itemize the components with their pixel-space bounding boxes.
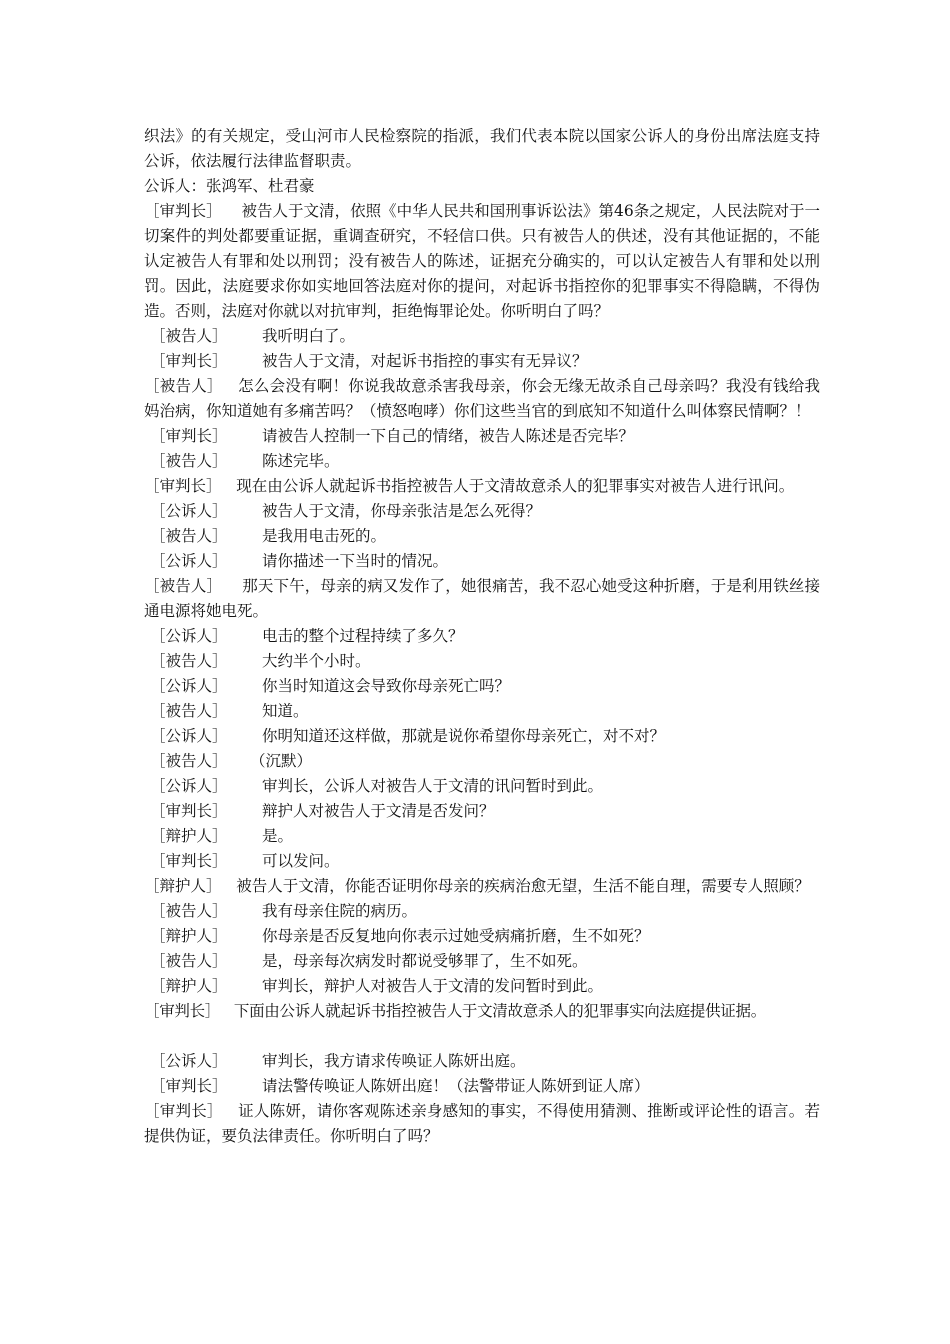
utterance: 是。 [262,827,294,845]
speaker-label: ［审判长］ [150,427,228,445]
utterance: 大约半个小时。 [262,652,371,670]
dialogue-turn [144,374,820,424]
utterance: 下面由公诉人就起诉书指控被告人于文清故意杀人的犯罪事实向法庭提供证据。 [233,1002,766,1020]
utterance: 被告人于文清，你母亲张洁是怎么死得？ [262,502,542,520]
speaker-label: ［公诉人］ [150,627,228,645]
dialogue-turn [144,649,820,674]
dialogue-turn [144,899,820,924]
dialogue-turn [144,724,820,749]
utterance: 请法警传唤证人陈妍出庭！（法警带证人陈妍到证人席） [262,1077,650,1095]
speaker-label: ［辩护人］ [144,877,222,895]
dialogue-turn [144,349,820,374]
utterance: 证人陈妍，请你客观陈述亲身感知的事实，不得使用猜测、推断或评论性的语言。若提供伪证，要负法律责任。你听明白了吗？ [144,1102,820,1145]
utterance: 请你描述一下当时的情况。 [262,552,449,570]
dialogue-turn [144,999,820,1024]
speaker-label: ［被告人］ [144,577,223,595]
speaker-label: ［被告人］ [150,702,228,720]
utterance: 电击的整个过程持续了多久？ [262,627,464,645]
speaker-label: ［被告人］ [144,377,223,395]
utterance: 被告人于文清，你能否证明你母亲的疾病治愈无望，生活不能自理，需要专人照顾？ [236,877,810,895]
dialogue-turn [144,324,820,349]
speaker-label: ［公诉人］ [150,1052,228,1070]
speaker-label: ［公诉人］ [150,502,228,520]
speaker-label: ［审判长］ [150,352,228,370]
utterance: 你明知道还这样做，那就是说你希望你母亲死亡，对不对？ [262,727,666,745]
utterance: 现在由公诉人就起诉书指控被告人于文清故意杀人的犯罪事实对被告人进行讯问。 [236,477,795,495]
speaker-label: ［被告人］ [150,952,228,970]
utterance: 请被告人控制一下自己的情绪，被告人陈述是否完毕？ [262,427,635,445]
dialogue-turn [144,874,820,899]
utterance: 我有母亲住院的病历。 [262,902,418,920]
speaker-label: ［公诉人］ [150,677,228,695]
utterance: 我听明白了。 [262,327,356,345]
utterance: 被告人于文清，依照《中华人民共和国刑事诉讼法》第46条之规定，人民法院对于一切案件的判处都要重证据，重调查研究，不轻信口供。只有被告人的供述，没有其他证据的，不能认定被告人有罪和处以刑罚；没有被告人的陈述，证据充分确实的，可以认定被告人有罪和处以刑罚。因此，法庭要求你如实地回答法庭对你的提问，对起诉书指控你的犯罪事实不得隐瞒，不得伪造。否则，法庭对你就以对抗审判，拒绝悔罪论处。你听明白了吗？ [144,202,820,320]
speaker-label: ［辩护人］ [150,977,228,995]
speaker-label: ［被告人］ [150,527,228,545]
dialogue-turn [144,524,820,549]
speaker-label: ［公诉人］ [150,727,228,745]
dialogue-turn [144,974,820,999]
intro-paragraph: 织法》的有关规定，受山河市人民检察院的指派，我们代表本院以国家公诉人的身份出席法庭支持公诉，依法履行法律监督职责。 [144,127,820,170]
utterance: 审判长，公诉人对被告人于文清的讯问暂时到此。 [262,777,604,795]
utterance: 怎么会没有啊！你说我故意杀害我母亲，你会无缘无故杀自己母亲吗？我没有钱给我妈治病，你知道她有多痛苦吗？（愤怒咆哮）你们这些当官的到底知不知道什么叫体察民情啊？！ [144,377,820,420]
speaker-label: ［审判长］ [144,1102,223,1120]
speaker-label: ［辩护人］ [150,827,228,845]
dialogue-turn [144,1049,820,1074]
utterance: 可以发问。 [262,852,340,870]
dialogue-turn [144,574,820,624]
speaker-label: ［审判长］ [150,1077,228,1095]
utterance: （沉默） [250,752,313,770]
dialogue-turn [144,849,820,874]
utterance: 是，母亲每次病发时都说受够罪了，生不如死。 [262,952,588,970]
speaker-label: ［被告人］ [150,452,228,470]
blank-line [144,1024,820,1049]
dialogue-turn [144,749,820,774]
dialogue-turn [144,1099,820,1149]
speaker-label: ［被告人］ [150,902,228,920]
utterance: 你母亲是否反复地向你表示过她受病痛折磨，生不如死？ [262,927,650,945]
dialogue-turn [144,199,820,324]
speaker-label: ［被告人］ [150,752,228,770]
dialogue-turn [144,824,820,849]
speaker-label: ［审判长］ [150,852,228,870]
document-body [144,124,820,1149]
utterance: 那天下午，母亲的病又发作了，她很痛苦，我不忍心她受这种折磨，于是利用铁丝接通电源将她电死。 [144,577,820,620]
utterance: 辩护人对被告人于文清是否发问？ [262,802,495,820]
utterance: 审判长，辩护人对被告人于文清的发问暂时到此。 [262,977,604,995]
dialogue-turn [144,474,820,499]
speaker-label: ［被告人］ [150,652,228,670]
speaker-label: ［审判长］ [144,1002,221,1020]
speaker-label: ［被告人］ [150,327,228,345]
utterance: 是我用电击死的。 [262,527,387,545]
dialogue-turn [144,924,820,949]
speaker-label: ［辩护人］ [150,927,228,945]
speaker-label: ［公诉人］ [150,552,228,570]
speaker-label: ［审判长］ [144,477,222,495]
dialogue-turn [144,774,820,799]
speaker-label: ［公诉人］ [150,777,228,795]
dialogue-turn [144,1074,820,1099]
speaker-label: ［审判长］ [144,202,222,220]
dialogue-turn [144,949,820,974]
utterance: 你当时知道这会导致你母亲死亡吗？ [262,677,511,695]
speaker-label: ［审判长］ [150,802,228,820]
dialogue-turn [144,549,820,574]
dialogue-turn [144,674,820,699]
dialogue-turn [144,699,820,724]
dialogue-turn [144,624,820,649]
utterance: 陈述完毕。 [262,452,340,470]
dialogue-turn [144,449,820,474]
utterance: 知道。 [262,702,309,720]
dialogue-turn [144,424,820,449]
utterance: 被告人于文清，对起诉书指控的事实有无异议？ [262,352,588,370]
dialogue-turn [144,799,820,824]
utterance: 审判长，我方请求传唤证人陈妍出庭。 [262,1052,526,1070]
dialogue-turn [144,499,820,524]
prosecutors-line: 公诉人：张鸿军、杜君豪 [144,177,315,195]
